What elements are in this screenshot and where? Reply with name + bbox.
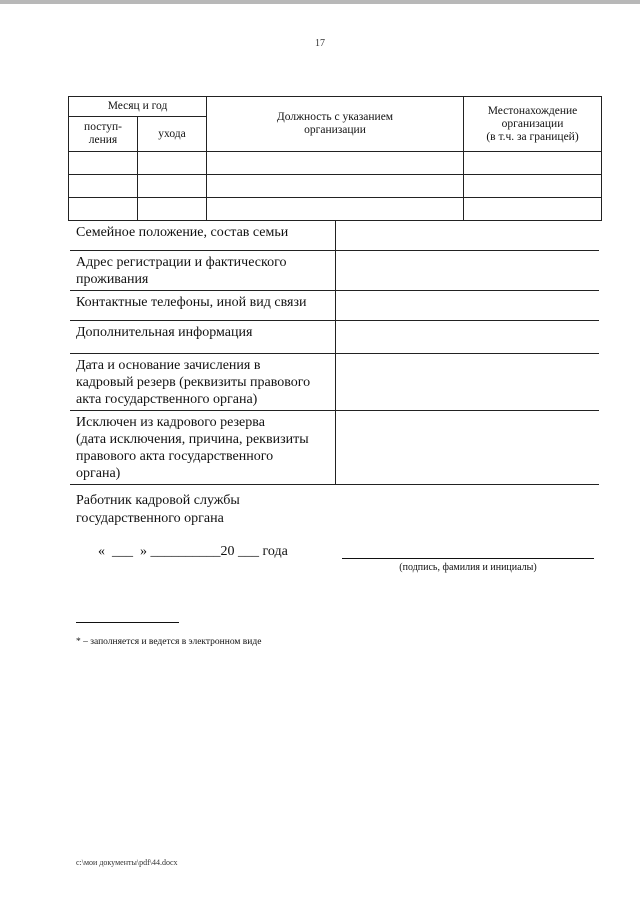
family-status-value [335,221,599,251]
start-cell [69,175,138,198]
position-cell [207,198,464,221]
leave-cell [138,152,207,175]
leave-cell [138,175,207,198]
position-header: Должность с указанием организации [207,97,464,152]
reserve-exclusion-value [335,411,599,485]
start-cell [69,198,138,221]
address-value [335,251,599,291]
signature-caption: (подпись, фамилия и инициалы) [399,562,537,573]
location-cell [464,152,602,175]
start-date-header: поступ- ления [69,117,138,152]
address-label: Адрес регистрации и фактического проживания [70,251,335,291]
reserve-exclusion-label: Исключен из кадрового резерва (дата исключения, причина, реквизиты правового акта государственного органа) [70,411,335,485]
file-path: c:\мои документы\pdf\44.docx [76,858,178,867]
info-row [70,291,599,321]
location-cell [464,175,602,198]
table-row [69,198,602,221]
info-row [70,354,599,411]
info-row [70,221,599,251]
location-header: Местонахождение организации (в т.ч. за границей) [464,97,602,152]
additional-info-value [335,321,599,354]
reserve-enrollment-value [335,354,599,411]
page-number: 17 [315,38,325,49]
contacts-value [335,291,599,321]
contacts-label: Контактные телефоны, иной вид связи [70,291,335,321]
info-row [70,321,599,354]
leave-cell [138,198,207,221]
position-cell [207,152,464,175]
position-cell [207,175,464,198]
date-line: « ___ » __________20 ___ года [98,544,288,559]
leave-date-header: ухода [138,117,207,152]
info-table [70,220,599,485]
family-status-label: Семейное положение, состав семьи [70,221,335,251]
table-row [69,152,602,175]
info-row [70,411,599,485]
footnote-divider [76,622,179,623]
career-table [68,96,602,221]
location-cell [464,198,602,221]
reserve-enrollment-label: Дата и основание зачисления в кадровый резерв (реквизиты правового акта государственного органа) [70,354,335,411]
additional-info-label: Дополнительная информация [70,321,335,354]
info-row [70,251,599,291]
hr-worker-label: Работник кадровой службы государственного органа [76,493,240,526]
month-year-header: Месяц и год [69,97,207,117]
footnote: * – заполняется и ведется в электронном виде [76,637,262,647]
start-cell [69,152,138,175]
table-row [69,175,602,198]
signature-line [342,558,594,559]
top-divider [0,0,640,4]
